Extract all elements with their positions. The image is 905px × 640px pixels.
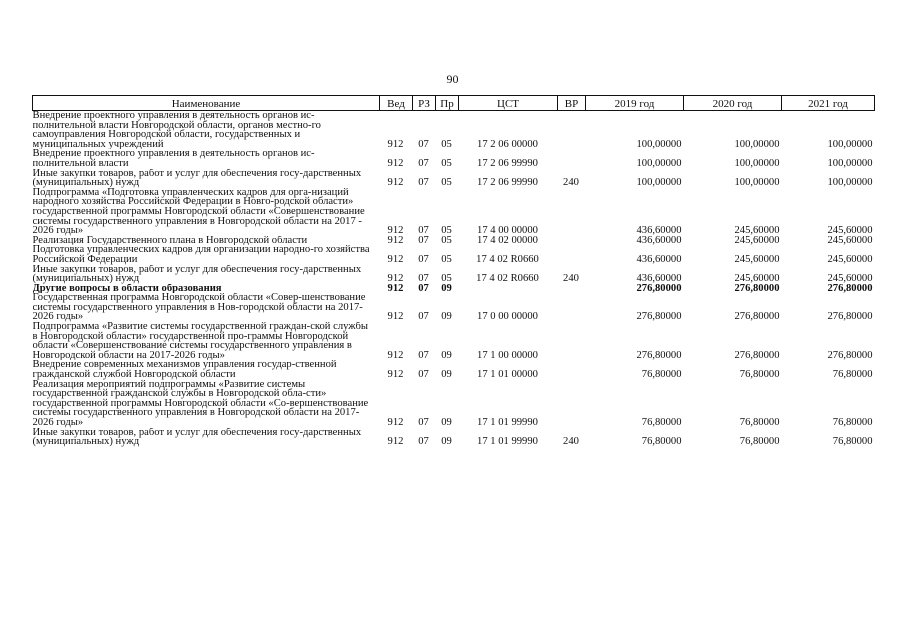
row-ved: 912 (387, 177, 404, 188)
row-value-2019: 436,60000 (636, 225, 682, 236)
row-value-2020: 245,60000 (734, 253, 780, 265)
table-row (33, 149, 875, 168)
row-cst: 17 4 02 00000 (477, 235, 538, 246)
header-name: Наименование (33, 96, 380, 111)
page-number: 90 (446, 72, 459, 86)
row-vr (558, 284, 586, 294)
row-name: Подпрограмма «Подготовка управленческих кадров для орга-низаций народного хозяйства Российской Федерации в Новго-родской области» государственной программы Новгородской области «Совершенствование системы государственного управления в Новгородской области на 2017 - 2026 годы» (32, 187, 365, 236)
row-ved: 912 (387, 311, 404, 323)
row-pr: 05 (441, 235, 452, 246)
row-value-2020: 245,60000 (734, 235, 780, 246)
table-row (33, 265, 875, 284)
row-cst: 17 2 06 99990 (477, 177, 538, 188)
row-value-2019: 100,00000 (636, 177, 682, 188)
row-ved: 912 (387, 369, 404, 380)
row-pr: 05 (441, 253, 452, 265)
row-pr: 05 (441, 225, 452, 236)
header-cst: ЦСТ (459, 96, 558, 111)
row-rz: 07 (418, 283, 429, 294)
row-name: Внедрение современных механизмов управления государ-ственной гражданской службой Новгородской области (32, 360, 337, 380)
table-row (33, 236, 875, 246)
table-row (33, 188, 875, 236)
row-value-2021: 76,80000 (832, 436, 873, 447)
row-pr: 05 (441, 138, 452, 150)
row-vr (558, 380, 586, 428)
row-cst: 17 1 01 99990 (477, 417, 538, 428)
row-pr: 09 (441, 283, 452, 294)
row-ved: 912 (387, 436, 404, 447)
row-value-2021: 100,00000 (827, 138, 873, 150)
row-pr: 09 (441, 369, 452, 380)
row-cst (459, 284, 558, 294)
table-row (33, 293, 875, 322)
row-vr (558, 149, 586, 168)
row-pr: 05 (441, 177, 452, 188)
row-ved: 912 (387, 138, 404, 150)
row-ved: 912 (387, 417, 404, 428)
header-pr: Пр (436, 96, 459, 111)
row-ved: 912 (387, 283, 404, 294)
row-rz: 07 (418, 138, 429, 150)
row-value-2019: 76,80000 (641, 436, 682, 447)
table-header-row (33, 96, 875, 111)
row-value-2019: 76,80000 (641, 369, 682, 380)
row-value-2020: 245,60000 (734, 225, 780, 236)
row-ved: 912 (387, 225, 404, 236)
row-cst: 17 2 06 00000 (477, 138, 538, 150)
row-pr: 05 (441, 273, 452, 284)
row-rz: 07 (418, 177, 429, 188)
row-pr: 09 (441, 417, 452, 428)
row-value-2019: 276,80000 (636, 283, 682, 294)
header-2019: 2019 год (586, 96, 684, 111)
row-value-2020: 76,80000 (739, 417, 780, 428)
row-ved: 912 (387, 157, 404, 169)
row-name: Другие вопросы в области образования (32, 283, 222, 294)
row-value-2020: 245,60000 (734, 273, 780, 284)
row-vr: 240 (563, 177, 579, 188)
row-value-2019: 436,60000 (636, 253, 682, 265)
row-name: Иные закупки товаров, работ и услуг для обеспечения госу-дарственных (муниципальных) нужд (32, 168, 362, 188)
row-name: Внедрение проектного управления в деятельность органов ис-полнительной власти Новгородской области, органов местно-го самоуправления Новгородской области, государственных и муниципальных учреждений (32, 110, 321, 150)
row-name: Подпрограмма «Развитие системы государственной граждан-ской службы в Новгородской области» государственной про-граммы Новгородской области «Совершенствование системы государственного управления в Новгородской области на 2017-2026 годы» (32, 322, 368, 361)
row-rz: 07 (418, 225, 429, 236)
row-ved: 912 (387, 235, 404, 246)
row-rz: 07 (418, 157, 429, 169)
row-value-2021: 276,80000 (827, 349, 873, 361)
row-value-2021: 76,80000 (832, 417, 873, 428)
row-rz: 07 (418, 436, 429, 447)
row-value-2020: 100,00000 (734, 138, 780, 150)
row-vr (558, 111, 586, 150)
row-value-2020: 76,80000 (739, 436, 780, 447)
row-cst: 17 4 00 00000 (477, 225, 538, 236)
row-ved: 912 (387, 273, 404, 284)
row-value-2019: 76,80000 (641, 417, 682, 428)
row-value-2021: 100,00000 (827, 177, 873, 188)
header-ved: Вед (380, 96, 413, 111)
row-value-2021: 245,60000 (827, 273, 873, 284)
row-value-2019: 436,60000 (636, 273, 682, 284)
row-vr (558, 188, 586, 236)
row-value-2019: 436,60000 (636, 235, 682, 246)
row-value-2021: 76,80000 (832, 369, 873, 380)
row-name: Государственная программа Новгородской области «Совер-шенствование системы государственного управления в Нов-городской области на 2017-2026 годы» (32, 293, 366, 323)
row-rz: 07 (418, 369, 429, 380)
row-rz: 07 (418, 253, 429, 265)
row-name: Реализация мероприятий подпрограммы «Развитие системы государственной гражданской службы в Новгородской обла-сти» государственной программы Новгородской области «Со-вершенствование системы государственного управления в Новгородской области на 2017-2026 годы» (32, 379, 369, 428)
row-value-2019: 100,00000 (636, 138, 682, 150)
page-footer-margin (0, 630, 905, 640)
table-row (33, 322, 875, 360)
row-value-2020: 100,00000 (734, 157, 780, 169)
row-vr (558, 322, 586, 360)
row-pr: 09 (441, 349, 452, 361)
table-row (33, 360, 875, 379)
row-name: Иные закупки товаров, работ и услуг для обеспечения госу-дарственных (муниципальных) нужд (32, 427, 362, 447)
row-cst: 17 4 02 R0660 (476, 273, 539, 284)
row-value-2020: 276,80000 (734, 349, 780, 361)
budget-table (32, 95, 875, 447)
row-value-2020: 76,80000 (739, 369, 780, 380)
row-pr: 05 (441, 157, 452, 169)
row-ved: 912 (387, 253, 404, 265)
row-rz: 07 (418, 349, 429, 361)
row-pr: 09 (441, 436, 452, 447)
row-vr: 240 (563, 273, 579, 284)
row-cst: 17 1 00 00000 (477, 349, 538, 361)
row-value-2021: 276,80000 (827, 311, 873, 323)
row-cst: 17 4 02 R0660 (476, 253, 539, 265)
row-rz: 07 (418, 417, 429, 428)
row-name: Внедрение проектного управления в деятельность органов ис-полнительной власти (32, 149, 315, 169)
table-row (33, 284, 875, 294)
row-value-2020: 100,00000 (734, 177, 780, 188)
row-vr (558, 293, 586, 322)
row-value-2020: 276,80000 (734, 283, 780, 294)
row-value-2019: 100,00000 (636, 157, 682, 169)
table-row (33, 380, 875, 428)
row-value-2020: 276,80000 (734, 311, 780, 323)
row-rz: 07 (418, 273, 429, 284)
table-row (33, 111, 875, 150)
table-row (33, 169, 875, 188)
row-vr (558, 360, 586, 379)
header-2020: 2020 год (684, 96, 782, 111)
row-value-2021: 245,60000 (827, 253, 873, 265)
row-pr: 09 (441, 311, 452, 323)
header-vr: ВР (558, 96, 586, 111)
row-vr (558, 236, 586, 246)
row-cst: 17 1 01 00000 (477, 369, 538, 380)
row-value-2021: 100,00000 (827, 157, 873, 169)
row-value-2019: 276,80000 (636, 349, 682, 361)
row-value-2021: 276,80000 (827, 283, 873, 294)
row-name: Подготовка управленческих кадров для организации народно-го хозяйства Российской Федерации (32, 245, 370, 265)
row-value-2021: 245,60000 (827, 235, 873, 246)
row-name: Реализация Государственного плана в Новгородской области (32, 235, 308, 246)
row-ved: 912 (387, 349, 404, 361)
table-row (33, 428, 875, 447)
header-rz: РЗ (413, 96, 436, 111)
row-cst: 17 2 06 99990 (477, 157, 538, 169)
row-rz: 07 (418, 311, 429, 323)
header-2021: 2021 год (782, 96, 875, 111)
row-cst: 17 0 00 00000 (477, 311, 538, 323)
row-vr (558, 245, 586, 264)
row-value-2021: 245,60000 (827, 225, 873, 236)
row-value-2019: 276,80000 (636, 311, 682, 323)
row-cst: 17 1 01 99990 (477, 436, 538, 447)
row-vr: 240 (563, 436, 579, 447)
row-name: Иные закупки товаров, работ и услуг для обеспечения госу-дарственных (муниципальных) нужд (32, 264, 362, 284)
row-rz: 07 (418, 235, 429, 246)
table-row (33, 245, 875, 264)
table-body (33, 111, 875, 447)
